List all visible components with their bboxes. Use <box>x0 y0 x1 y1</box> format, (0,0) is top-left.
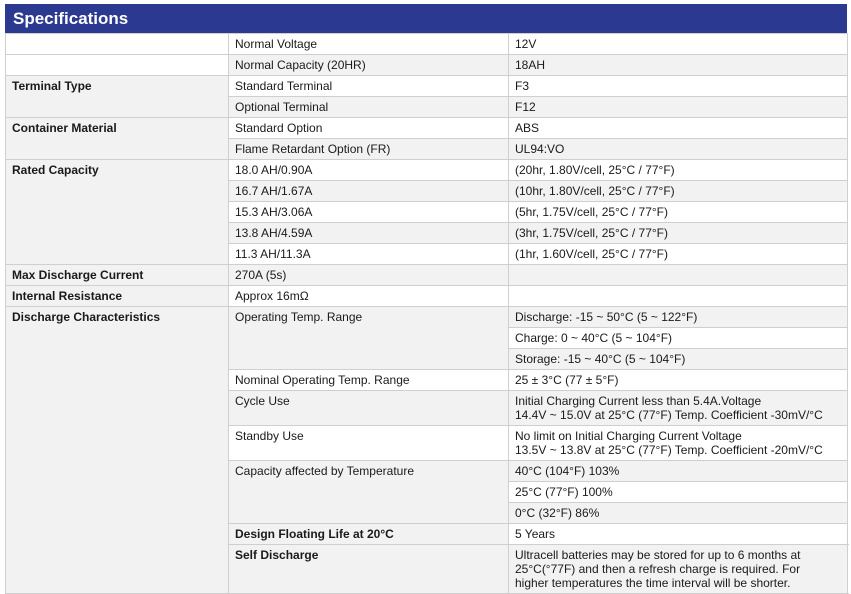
spec-value: F3 <box>509 76 848 97</box>
row-heading: Max Discharge Current <box>6 265 229 286</box>
spec-value: (5hr, 1.75V/cell, 25°C / 77°F) <box>509 202 848 223</box>
spec-label: Normal Voltage <box>229 34 509 55</box>
spec-label: 11.3 AH/11.3A <box>229 244 509 265</box>
spec-label: 13.8 AH/4.59A <box>229 223 509 244</box>
spec-value: 0°C (32°F) 86% <box>509 503 848 524</box>
spec-label: Cycle Use <box>229 391 509 426</box>
specifications-table <box>5 33 848 594</box>
spec-label: Operating Temp. Range <box>229 307 509 370</box>
spec-value <box>509 286 848 307</box>
spec-value: (20hr, 1.80V/cell, 25°C / 77°F) <box>509 160 848 181</box>
table-row <box>6 55 848 76</box>
table-row <box>6 286 848 307</box>
spec-label: 18.0 AH/0.90A <box>229 160 509 181</box>
table-row <box>6 265 848 286</box>
row-heading <box>6 55 229 76</box>
spec-value-line: Initial Charging Current less than 5.4A.Voltage <box>515 394 762 408</box>
row-heading: Internal Resistance <box>6 286 229 307</box>
spec-value: 18AH <box>509 55 848 76</box>
spec-value <box>509 545 848 594</box>
spec-value: 25 ± 3°C (77 ± 5°F) <box>509 370 848 391</box>
spec-value: 12V <box>509 34 848 55</box>
spec-label: 270A (5s) <box>229 265 509 286</box>
spec-label: Standard Terminal <box>229 76 509 97</box>
spec-label: Standby Use <box>229 426 509 461</box>
table-row <box>6 160 848 181</box>
row-heading: Container Material <box>6 118 229 160</box>
spec-value: (1hr, 1.60V/cell, 25°C / 77°F) <box>509 244 848 265</box>
spec-value: 40°C (104°F) 103% <box>509 461 848 482</box>
spec-label: Capacity affected by Temperature <box>229 461 509 524</box>
spec-label: Optional Terminal <box>229 97 509 118</box>
row-heading: Design Floating Life at 20°C <box>229 524 509 545</box>
table-row <box>6 307 848 328</box>
row-heading: Rated Capacity <box>6 160 229 265</box>
spec-value: Charge: 0 ~ 40°C (5 ~ 104°F) <box>509 328 848 349</box>
row-heading: Terminal Type <box>6 76 229 118</box>
row-heading <box>6 34 229 55</box>
spec-value: Discharge: -15 ~ 50°C (5 ~ 122°F) <box>509 307 848 328</box>
spec-label: Normal Capacity (20HR) <box>229 55 509 76</box>
spec-value-line: No limit on Initial Charging Current Voltage <box>515 429 742 443</box>
spec-label: Flame Retardant Option (FR) <box>229 139 509 160</box>
spec-value <box>509 265 848 286</box>
table-row <box>6 34 848 55</box>
spec-value: (3hr, 1.75V/cell, 25°C / 77°F) <box>509 223 848 244</box>
spec-value <box>509 391 848 426</box>
spec-value: Storage: -15 ~ 40°C (5 ~ 104°F) <box>509 349 848 370</box>
row-heading: Self Discharge <box>229 545 509 594</box>
spec-value: ABS <box>509 118 848 139</box>
spec-value: F12 <box>509 97 848 118</box>
section-header: Specifications <box>5 4 847 33</box>
spec-label: Standard Option <box>229 118 509 139</box>
spec-value-line: 14.4V ~ 15.0V at 25°C (77°F) Temp. Coefficient -30mV/°C <box>515 408 823 422</box>
spec-label: 15.3 AH/3.06A <box>229 202 509 223</box>
spec-value-line: Ultracell batteries may be stored for up to 6 months at 25°C(°77F) and then a refresh charge is required. For <box>515 548 801 576</box>
table-row <box>6 118 848 139</box>
spec-value-line: higher temperatures the time interval will be shorter. <box>515 576 791 590</box>
row-heading: Discharge Characteristics <box>6 307 229 594</box>
spec-value: 5 Years <box>509 524 848 545</box>
spec-value <box>509 426 848 461</box>
table-row <box>6 76 848 97</box>
spec-value: 25°C (77°F) 100% <box>509 482 848 503</box>
spec-value-line: 13.5V ~ 13.8V at 25°C (77°F) Temp. Coefficient -20mV/°C <box>515 443 823 457</box>
spec-value: (10hr, 1.80V/cell, 25°C / 77°F) <box>509 181 848 202</box>
spec-label: Approx 16mΩ <box>229 286 509 307</box>
spec-label: 16.7 AH/1.67A <box>229 181 509 202</box>
spec-value: UL94:VO <box>509 139 848 160</box>
spec-label: Nominal Operating Temp. Range <box>229 370 509 391</box>
